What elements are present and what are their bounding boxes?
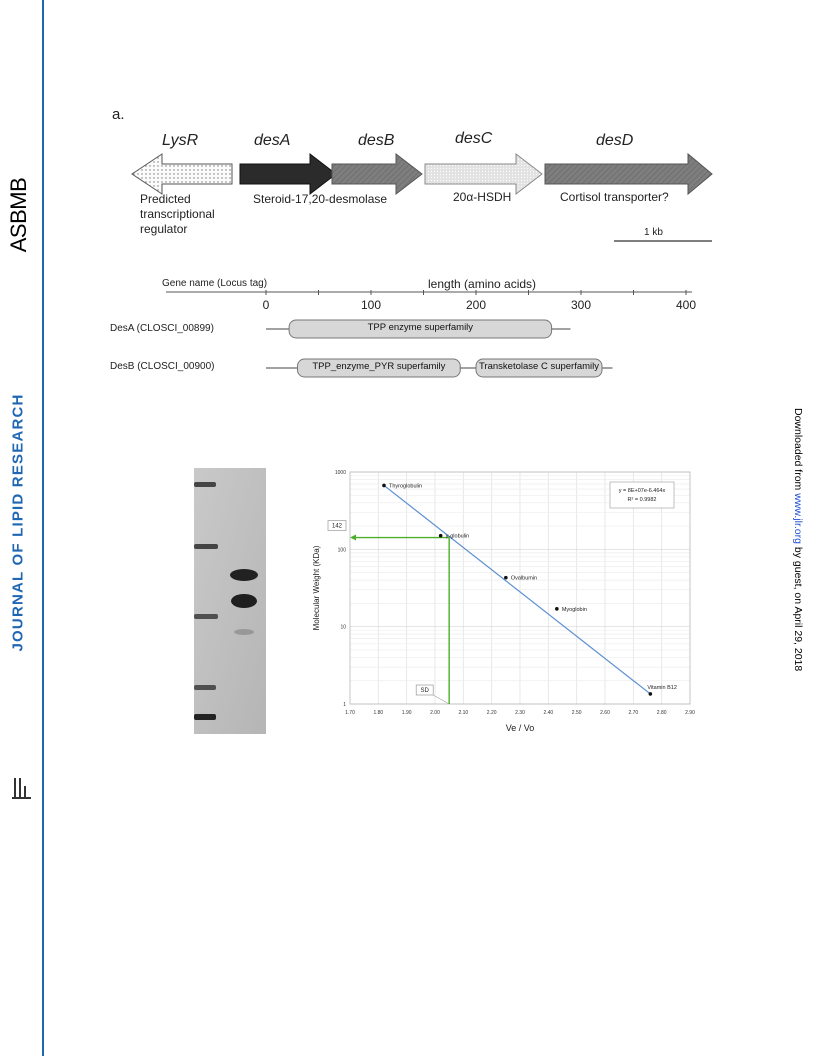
gene-label-desa: desA [254, 132, 291, 149]
gene-label-desd: desD [596, 132, 634, 149]
gene-label-desc: desC [455, 130, 493, 147]
data-point [439, 534, 443, 538]
sample-x-label: SD [420, 688, 429, 694]
equation-line: y = 8E+07e-6.464x [618, 488, 666, 494]
domain-tick-label: 300 [570, 298, 592, 312]
y-tick-label: 100 [337, 547, 346, 554]
desd-description: Cortisol transporter? [560, 190, 669, 204]
gel-bands [194, 468, 266, 734]
sample-arrow-head [350, 535, 356, 541]
data-point [382, 484, 386, 488]
download-suffix: by guest, on April 29, 2018 [792, 543, 804, 672]
ladder-band [194, 685, 216, 690]
desa-gene-arrow [240, 154, 336, 194]
x-tick-label: 2.50 [571, 710, 582, 716]
sample-band [230, 569, 258, 581]
ladder-band [194, 482, 216, 487]
sample-y-label: 142 [331, 523, 343, 530]
x-tick-label: 1.70 [345, 710, 355, 716]
domain-tick-label: 100 [360, 298, 382, 312]
western-blot-gel [194, 468, 266, 734]
calibration-chart [305, 462, 717, 764]
domain-label: TPP enzyme superfamily [367, 322, 474, 333]
domain-tick-label: 400 [675, 298, 697, 312]
sample-band [234, 629, 254, 635]
lysr-description: Predicted transcriptional regulator [140, 192, 215, 236]
gene-label-lysr: LysR [162, 132, 199, 149]
desd-gene-arrow [545, 154, 712, 194]
data-point-label: Thyroglobulin [389, 483, 423, 490]
data-point-label: Vitamin B12 [647, 684, 677, 691]
download-note [792, 408, 804, 672]
x-axis-title: Ve / Vo [505, 723, 535, 733]
equation-box [610, 482, 674, 508]
x-tick-label: 2.60 [600, 710, 610, 716]
domain-label: Transketolase C superfamily [478, 361, 600, 372]
domain-tick-label: 200 [465, 298, 487, 312]
x-tick-label: 2.80 [656, 710, 667, 716]
x-tick-label: 2.10 [458, 710, 469, 716]
data-point [555, 607, 559, 611]
download-prefix: Downloaded from [792, 408, 804, 494]
sample-band [231, 594, 257, 608]
y-tick-label: 1 [343, 702, 346, 708]
x-tick-label: 2.40 [543, 710, 554, 716]
x-tick-label: 2.30 [515, 710, 525, 716]
panel-label: a. [112, 106, 125, 123]
x-tick-label: 2.70 [628, 710, 639, 716]
data-point-label: Ovalbumin [510, 575, 538, 582]
lysr-gene-arrow [132, 154, 232, 194]
x-tick-label: 1.90 [401, 710, 412, 716]
gene-label-desb: desB [358, 132, 395, 149]
ladder-band [194, 614, 218, 619]
data-point-label: Myoglobin [561, 606, 587, 613]
desa-description: Steroid-17,20-desmolase [253, 192, 388, 206]
x-tick-label: 1.80 [373, 710, 384, 716]
x-tick-label: 2.20 [486, 710, 497, 716]
journal-sidebar [0, 0, 44, 1056]
data-point [504, 576, 508, 580]
protein-label-desb: DesB (CLOSCI_00900) [110, 361, 215, 372]
sample-x-leader [433, 695, 449, 704]
y-tick-label: 1000 [334, 470, 346, 476]
data-point [649, 692, 653, 696]
journal-title: JOURNAL OF LIPID RESEARCH [9, 393, 27, 652]
scale-bar-label: 1 kb [644, 227, 663, 238]
asbmb-logo: ASBMB [6, 177, 31, 253]
y-tick-label: 10 [340, 624, 346, 631]
desc-description: 20α-HSDH [453, 190, 512, 204]
y-axis-title: Molecular Weight (KDa) [312, 545, 321, 631]
data-point-label: γ-globulin [445, 533, 470, 540]
domain-label: TPP_enzyme_PYR superfamily [312, 361, 446, 372]
domain-header-right: length (amino acids) [428, 277, 537, 291]
jlr-logo-icon [11, 776, 33, 802]
x-tick-label: 2.00 [430, 710, 440, 716]
jlr-link[interactable]: www.jlr.org [792, 493, 804, 544]
protein-label-desa: DesA (CLOSCI_00899) [110, 323, 214, 334]
x-tick-label: 2.90 [685, 710, 695, 716]
ladder-band [194, 714, 216, 720]
domain-header-left: Gene name (Locus tag) [162, 278, 268, 289]
desc-gene-arrow [425, 154, 542, 194]
ladder-band [194, 544, 218, 549]
desb-gene-arrow [332, 154, 422, 194]
domain-tick-labels [100, 298, 720, 312]
domain-tick-label: 0 [262, 298, 270, 312]
equation-line: R² = 0.9982 [627, 497, 657, 503]
